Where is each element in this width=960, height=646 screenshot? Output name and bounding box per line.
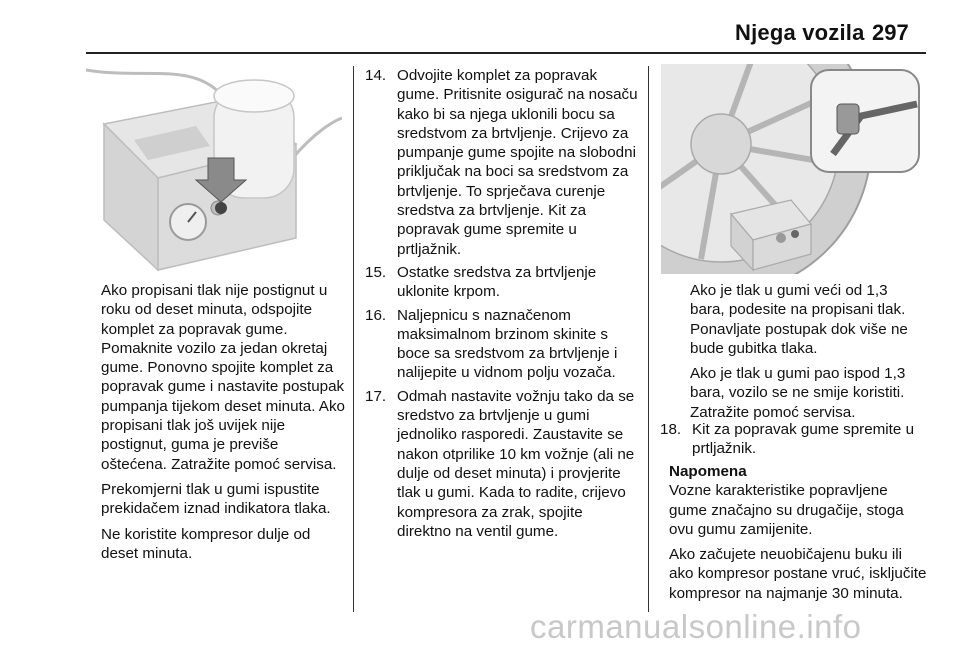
page-title: Njega vozila: [735, 20, 865, 45]
note-paragraph-2: Ako začujete neuobičajenu buku ili ako kompresor postane vruć, isključite kompresor na najmanje 30 minuta.: [669, 546, 927, 602]
list-item: [365, 306, 640, 383]
middle-step-list: [365, 66, 640, 545]
list-item: [365, 387, 640, 541]
tire-valve-compressor-illustration: [661, 64, 923, 274]
left-column-text: [101, 281, 345, 563]
list-item-text: Odmah nastavite vožnju tako da se sredstvo za brtvljenje u gumi jednoliko rasporedi. Zaustavite se nakon otprilike 10 km vožnje (ali ne dulje od deset minuta) i provjerite tlak u gumi. Kada to radite, crijevo kompresora za zrak, spojite direktno na ventil gume.: [397, 387, 635, 540]
note-paragraph-1: Vozne karakteristike popravljene gume značajno su drugačije, stoga ovu gumu zamijenite.: [669, 482, 904, 538]
list-item-text: Naljepnicu s naznačenom maksimalnom brzinom skinite s boce sa sredstvom za brtvljenje i nalijepite u vidnom polju vozača.: [397, 306, 618, 382]
watermark: carmanualsonline.info: [530, 608, 862, 645]
list-item-number: 15.: [365, 263, 387, 281]
list-item-text: Odvojite komplet za popravak gume. Pritisnite osigurač na nosaču kako bi sa njega uklonili bocu sa sredstvom za brtvljenje. Crijevo za pumpanje gume spojite na slobodni priključak na boci sa sredstvom za brtvljenje. To sprječava curenje sredstva za brtvljenje. Kit za popravak gume spremite u prtljažnik.: [397, 67, 638, 258]
note-block: [669, 462, 927, 603]
list-item: [365, 66, 640, 259]
page-number: 297: [872, 20, 909, 45]
header-divider: [86, 52, 926, 54]
right-sub-paragraphs: [690, 281, 926, 422]
left-paragraph-1: Ako propisani tlak nije postignut u roku od deset minuta, odspojite komplet za popravak gume. Pomaknite vozilo za jedan okretaj gume. Ponovno spojite komplet za popravak gume i nastavite postupak pumpanja tijekom deset minuta. Ako propisani tlak još uvijek nije postignut, guma je previše oštećena. Zatražite pomoć servisa.: [101, 282, 345, 473]
note-title: Napomena: [669, 463, 747, 480]
column-divider-left: [353, 66, 354, 612]
compressor-arrow-illustration: [86, 60, 342, 272]
right-sub-paragraph-1: Ako je tlak u gumi veći od 1,3 bara, podesite na propisani tlak. Ponavljate postupak dok više ne bude gubitka tlaka.: [690, 282, 908, 357]
left-paragraph-3: Ne koristite kompresor dulje od deset minuta.: [101, 525, 311, 562]
list-item-number: 16.: [365, 306, 387, 324]
list-item-number: 14.: [365, 67, 387, 84]
column-divider-right: [648, 66, 649, 612]
list-item-text: Ostatke sredstva za brtvljenje uklonite krpom.: [397, 263, 597, 301]
right-sub-paragraph-2: Ako je tlak u gumi pao ispod 1,3 bara, vozilo se ne smije koristiti. Zatražite pomoć servisa.: [690, 365, 906, 421]
right-step-list: [660, 420, 928, 463]
list-item: [660, 420, 928, 459]
list-item-number: 17.: [365, 387, 387, 405]
left-paragraph-2: Prekomjerni tlak u gumi ispustite prekidačem iznad indikatora tlaka.: [101, 480, 331, 518]
list-item-text: Kit za popravak gume spremite u prtljažnik.: [692, 421, 915, 458]
list-item-number: 18.: [660, 421, 682, 438]
list-item: [365, 263, 640, 302]
